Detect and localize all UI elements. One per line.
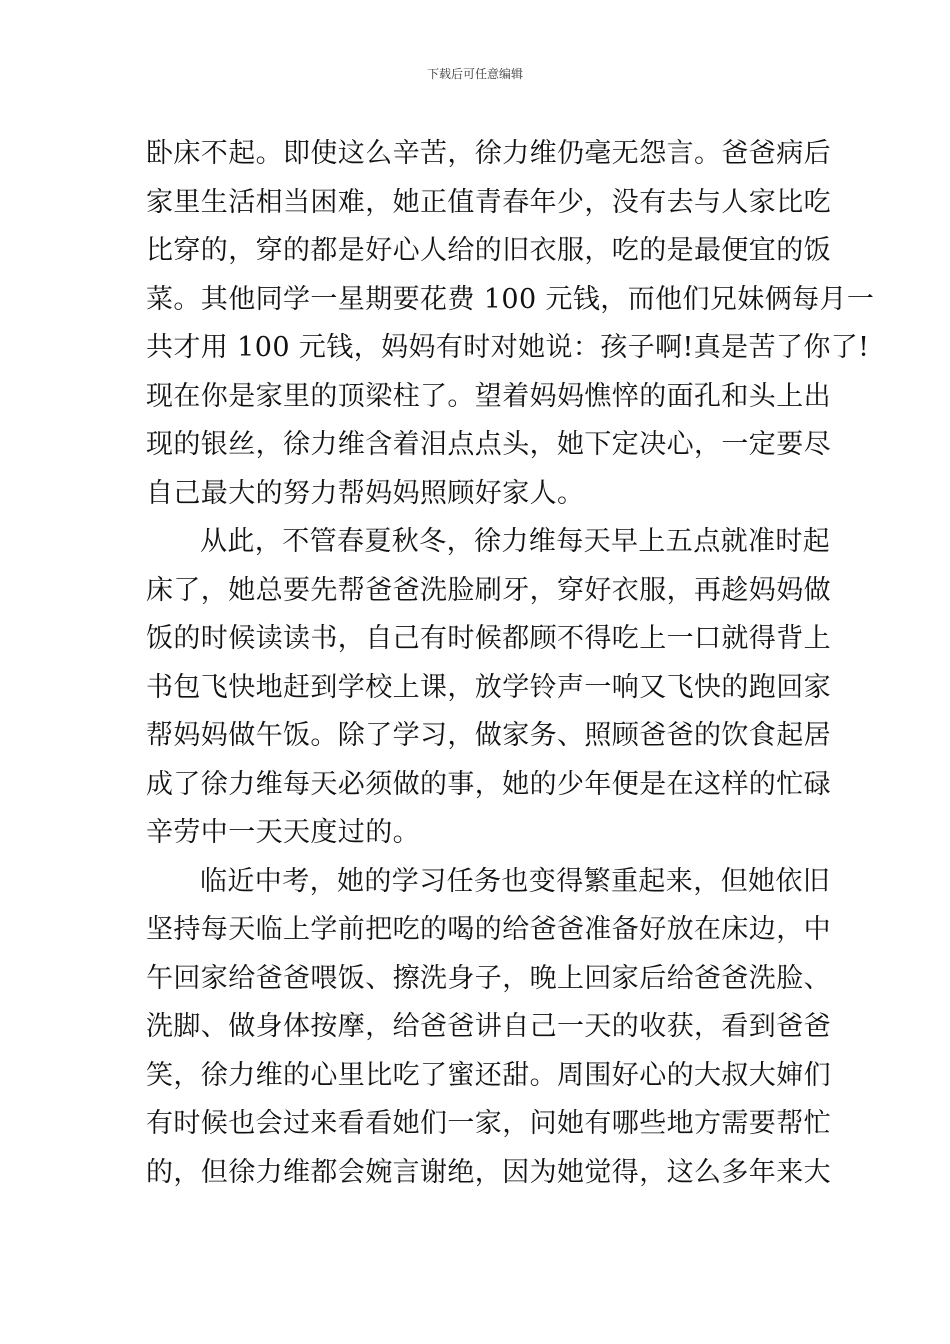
text-line: 成了徐力维每天必须做的事，她的少年便是在这样的忙碌: [146, 768, 831, 800]
text-line: 自己最大的努力帮妈妈照顾好家人。: [146, 477, 585, 509]
text-line: 共才用 100 元钱，妈妈有时对她说：孩子啊!真是苦了你了!: [146, 332, 870, 363]
text-line: 洗脚、做身体按摩，给爸爸讲自己一天的收获，看到爸爸: [146, 1011, 831, 1042]
text-line: 午回家给爸爸喂饭、擦洗身子，晚上回家后给爸爸洗脸、: [146, 962, 831, 994]
text-line: 辛劳中一天天度过的。: [146, 817, 420, 848]
text-line: 有时候也会过来看看她们一家，问她有哪些地方需要帮忙: [146, 1108, 831, 1139]
page-header: 下载后可任意编辑: [426, 67, 523, 81]
text-line: 现在你是家里的顶梁柱了。望着妈妈憔悴的面孔和头上出: [146, 380, 831, 412]
text-line: 书包飞快地赶到学校上课，放学铃声一响又飞快的跑回家: [146, 671, 831, 703]
text-line: 帮妈妈做午饭。除了学习，做家务、照顾爸爸的饮食起居: [146, 720, 831, 751]
text-line: 床了，她总要先帮爸爸洗脸刷牙，穿好衣服，再趁妈妈做: [146, 574, 831, 606]
text-line: 家里生活相当困难，她正值青春年少，没有去与人家比吃: [146, 186, 831, 218]
paragraph-first-line: 从此，不管春夏秋冬，徐力维每天早上五点就准时起: [200, 526, 831, 557]
text-line: 比穿的，穿的都是好心人给的旧衣服，吃的是最便宜的饭: [146, 235, 831, 266]
text-line: 卧床不起。即使这么辛苦，徐力维仍毫无怨言。爸爸病后: [146, 138, 831, 169]
paragraph-first-line: 临近中考，她的学习任务也变得繁重起来，但她依旧: [200, 865, 831, 897]
text-line: 的，但徐力维都会婉言谢绝，因为她觉得，这么多年来大: [146, 1156, 831, 1188]
document-body: [146, 130, 875, 1197]
text-line: 现的银丝，徐力维含着泪点点头，她下定决心，一定要尽: [146, 429, 831, 460]
text-line: 坚持每天临上学前把吃的喝的给爸爸准备好放在床边，中: [146, 914, 831, 945]
text-line: 饭的时候读读书，自己有时候都顾不得吃上一口就得背上: [146, 623, 831, 654]
text-line: 笑，徐力维的心里比吃了蜜还甜。周围好心的大叔大婶们: [146, 1059, 831, 1091]
text-line: 菜。其他同学一星期要花费 100 元钱，而他们兄妹俩每月一: [146, 283, 875, 315]
